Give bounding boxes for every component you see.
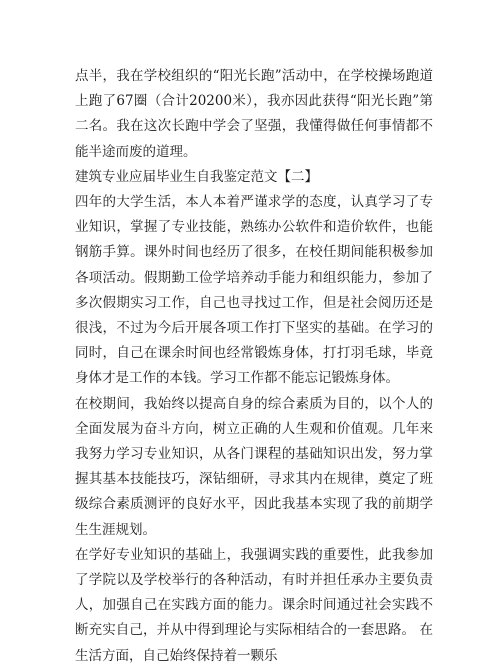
document-page: [75, 64, 433, 669]
body-paragraph-3: 在学好专业知识的基础上，我强调实践的重要性，此我参加了学院以及学校举行的各种活动，有时并担任承办主要负责人，加强自己在实践方面的能力。课余时间通过社会实践不断充实自己，并从中得到理论与实际相结合的一套思路。 在生活方面，自己始终保持着一颗乐: [75, 546, 433, 664]
body-paragraph-2: 在校期间，我始终以提高自身的综合素质为目的，以个人的全面发展为奋斗方向，树立正确的人生观和价值观。几年来我努力学习专业知识，从各门课程的基础知识出发，努力掌握其基本技能技巧，深钻细研，寻求其内在规律，奠定了班级综合素质测评的良好水平，因此我基本实现了我的前期学生生涯规划。: [75, 395, 433, 538]
continuation-paragraph: 点半，我在学校组织的“阳光长跑”活动中，在学校操场跑道上跑了67圈（合计20200米），我亦因此获得“阳光长跑”第二名。我在这次长跑中学会了坚强，我懂得做任何事情都不能半途而废的道理。: [75, 68, 433, 160]
body-paragraph-1: 四年的大学生活，本人本着严谨求学的态度，认真学习了专业知识，掌握了专业技能，熟练办公软件和造价软件，也能钢筋手算。课外时间也经历了很多，在校任期间能积极参加各项活动。假期勤工俭学培养动手能力和组织能力，参加了多次假期实习工作，自己也寻找过工作，但是社会阅历还是很浅，不过为今后开展各项工作打下坚实的基础。在学习的同时，自己在课余时间也经常锻炼身体，打打羽毛球，毕竟身体才是工作的本钱。学习工作都不能忘记锻炼身体。: [75, 194, 433, 387]
section-title: 建筑专业应届毕业生自我鉴定范文【二】: [75, 168, 318, 185]
